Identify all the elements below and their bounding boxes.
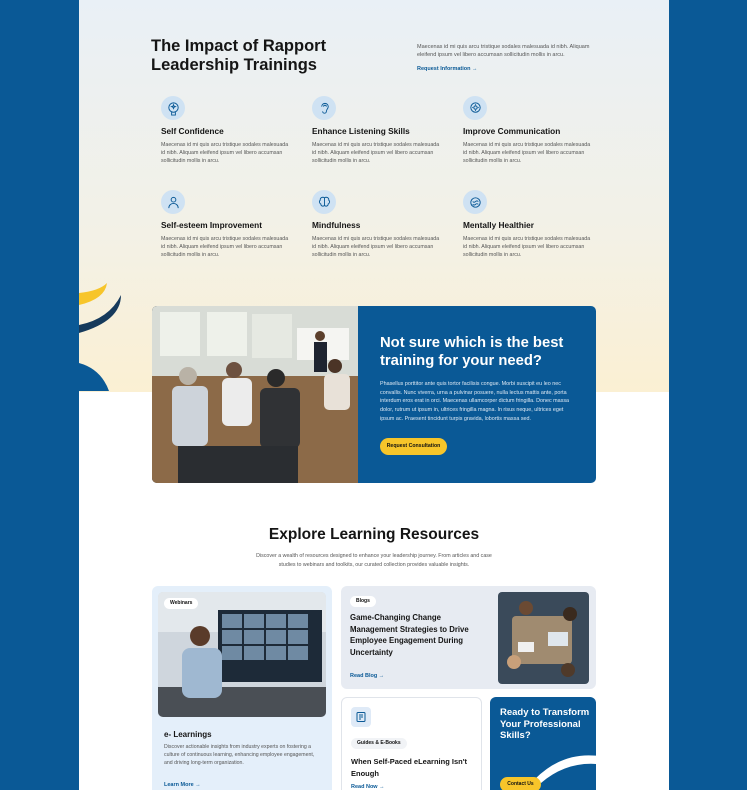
webinar-card-title: e- Learnings (164, 730, 212, 739)
feature-self-esteem (161, 190, 289, 259)
feature-listening (312, 96, 440, 165)
feature-title: Enhance Listening Skills (312, 126, 410, 136)
blog-badge: Blogs (350, 596, 376, 607)
ear-icon (312, 96, 336, 120)
feature-title: Mentally Healthier (463, 220, 535, 230)
read-now-link[interactable] (351, 784, 385, 790)
brain-icon (312, 190, 336, 214)
feature-title: Self-esteem Improvement (161, 220, 262, 230)
read-blog-label: Read Blog (350, 673, 378, 679)
learn-more-label: Learn More (164, 782, 194, 788)
blog-photo (498, 592, 589, 684)
feature-text: Maecenas id mi quis arcu tristique sodales malesuada id nibh. Aliquam eleifend ipsum vel libero accumsan sollicitudin mollis in arcu. (463, 142, 591, 164)
webinar-photo (158, 592, 326, 717)
contact-us-button[interactable]: Contact Us (500, 777, 541, 790)
feature-communication (463, 96, 591, 165)
brain-heart-icon (463, 190, 487, 214)
resources-description: Discover a wealth of resources designed to enhance your leadership journey. From articles and case studies to webinars and toolkits, our curated collection provides valuable insights. (256, 553, 492, 568)
feature-text: Maecenas id mi quis arcu tristique sodales malesuada id nibh. Aliquam eleifend ipsum vel libero accumsan sollicitudin mollis in arcu. (161, 236, 289, 258)
consultation-banner (152, 306, 596, 483)
webinar-card-text: Discover actionable insights from industry experts on fostering a culture of continuous learning, enhancing employee engagement, and driving long-term organization. (164, 744, 315, 766)
blog-card-title: Game-Changing Change Management Strategies to Drive Employee Engagement During Uncertainty (350, 613, 469, 657)
impact-title-line1: The Impact of Rapport (151, 37, 327, 55)
contact-card (490, 697, 596, 790)
learn-more-link[interactable] (164, 782, 201, 788)
feature-title: Improve Communication (463, 126, 561, 136)
book-icon (351, 707, 371, 727)
page (79, 0, 669, 790)
webinar-card[interactable] (152, 586, 332, 790)
training-session-photo (152, 306, 358, 483)
request-information-link[interactable] (417, 66, 478, 72)
feature-text: Maecenas id mi quis arcu tristique sodales malesuada id nibh. Aliquam eleifend ipsum vel libero accumsan sollicitudin mollis in arcu. (463, 236, 591, 258)
cta-title: Not sure which is the best training for your need? (380, 335, 564, 369)
feature-text: Maecenas id mi quis arcu tristique sodales malesuada id nibh. Aliquam eleifend ipsum vel libero accumsan sollicitudin mollis in arcu. (312, 142, 440, 164)
feature-text: Maecenas id mi quis arcu tristique sodales malesuada id nibh. Aliquam eleifend ipsum vel libero accumsan sollicitudin mollis in arcu. (161, 142, 289, 164)
read-now-label: Read Now (351, 784, 378, 790)
resources-title: Explore Learning Resources (268, 526, 480, 543)
decorative-swoosh (79, 283, 129, 393)
arrow-right-icon: → (195, 782, 201, 788)
impact-title-line2: Leadership Trainings (151, 56, 317, 74)
feature-title: Self Confidence (161, 126, 224, 136)
arrow-right-icon: → (378, 673, 385, 679)
blog-card[interactable] (341, 586, 596, 689)
guide-card[interactable] (341, 697, 482, 790)
head-sparkle-icon (161, 96, 185, 120)
arrow-right-icon: → (379, 784, 385, 790)
feature-mentally-healthier (463, 190, 591, 259)
request-consultation-button[interactable]: Request Consultation (380, 438, 447, 455)
guide-card-title: When Self-Paced eLearning Isn't Enough (351, 757, 467, 778)
read-blog-link[interactable] (350, 673, 384, 679)
request-information-label: Request Information (417, 66, 471, 72)
impact-description: Maecenas id mi quis arcu tristique sodales malesuada id nibh. Aliquam eleifend ipsum vel libero accumsan sollicitudin mollis in arcu. (417, 44, 590, 58)
feature-text: Maecenas id mi quis arcu tristique sodales malesuada id nibh. Aliquam eleifend ipsum vel libero accumsan sollicitudin mollis in arcu. (312, 236, 440, 258)
arrow-right-icon: → (472, 66, 478, 72)
contact-card-title: Ready to Transform Your Professional Skills? (500, 707, 590, 741)
guide-badge: Guides & E-Books (351, 738, 407, 749)
webinar-badge: Webinars (164, 598, 198, 609)
cta-text: Phasellus porttitor ante quis tortor facilisis congue. Morbi suscipit eu leo nec convallis. Nunc viverra, urna a pulvinar posuere, nulla lectus mattis ante, porta interdum eros erat in orci. Maecenas ullamcorper dictum fringilla. Donec massa dolor, rutrum ut ipsum in, ultrices fringilla magna. In risus neque, ultrices eget ipsum ac. Praesent tincidunt turpis gravida, lobortis massa sed. (380, 381, 570, 422)
decorative-wave (535, 749, 596, 789)
feature-title: Mindfulness (312, 220, 361, 230)
feature-mindfulness (312, 190, 440, 259)
feature-self-confidence (161, 96, 289, 165)
person-badge-icon (161, 190, 185, 214)
gear-head-icon (463, 96, 487, 120)
impact-title (151, 37, 351, 75)
